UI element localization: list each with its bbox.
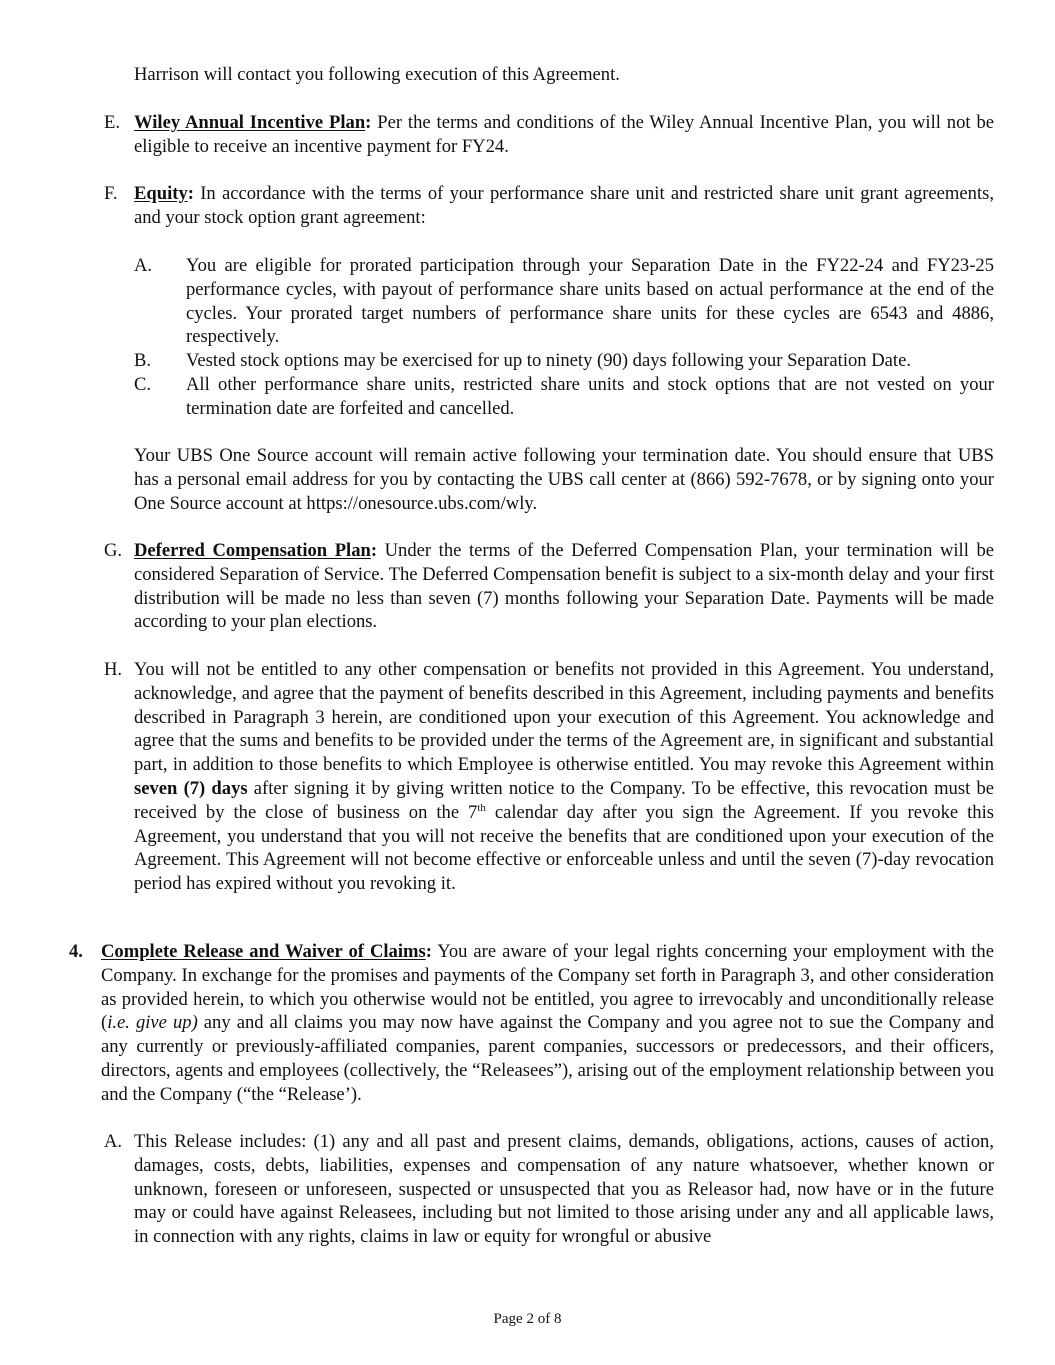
section-4-body: Complete Release and Waiver of Claims: You are aware of your legal rights concerning your employment with the Company. In exchange for the promises and payments of the Company set forth in Paragraph 3, and other consideration as provided herein, to which you otherwise would not be entitled, you agree to irrevocably and unconditionally release (i.e. give up) any and all claims you may now have against the Company and you agree not to sue the Company and any currently or previously-affiliated companies, parent companies, successors or predecessors, and their officers, directors, agents and employees (collectively, the “Releasees”), arising out of the employment relationship between you and the Company (“the “Release’).: [101, 941, 994, 1105]
section-g-title: Deferred Compensation Plan: [134, 540, 371, 561]
section-f-subitem-c: [134, 373, 994, 421]
section-f-marker: F.: [104, 183, 118, 204]
section-f-subitem-a-text: You are eligible for prorated participation through your Separation Date in the FY22-24 and FY23-25 performance cycles, with payout of performance share units based on actual performance at the end of the cycles. Your prorated target numbers of performance share units for these cycles are 6543 and 4886, respectively.: [186, 255, 994, 348]
section-4: [69, 940, 994, 1107]
section-4-marker: 4.: [69, 941, 83, 962]
section-e-text: Per the terms and conditions of the Wiley Annual Incentive Plan, you will not be eligible to receive an incentive payment for FY24.: [134, 112, 995, 157]
section-4-italic: i.e. give up): [107, 1012, 198, 1034]
section-4-title: Complete Release and Waiver of Claims: [101, 941, 426, 962]
ubs-paragraph: Your UBS One Source account will remain active following your termination date. You should ensure that UBS has a personal email address for you by contacting the UBS call center at (866) 592-7678, or by signing onto your One Source account at https://onesource.ubs.com/wly.: [134, 445, 994, 514]
section-e-title: Wiley Annual Incentive Plan: [134, 112, 366, 133]
section-g-text: Under the terms of the Deferred Compensation Plan, your termination will be considered Separation of Service. The Deferred Compensation benefit is subject to a six-month delay and your first distribution will be made no less than seven (7) months following your Separation Date. Payments will be made according to your plan elections.: [134, 540, 994, 633]
section-g-marker: G.: [104, 540, 123, 561]
section-f-subitem-c-text: All other performance share units, restricted share units and stock options that are not vested on your termination date are forfeited and cancelled.: [186, 374, 994, 419]
section-f-subitem-a: [134, 254, 994, 349]
section-4-a-text: This Release includes: (1) any and all past and present claims, demands, obligations, actions, causes of action, damages, costs, debts, liabilities, expenses and compensation of any nature whatsoever, whether known or unknown, foreseen or unforeseen, suspected or unsuspected that you as Releasor had, now have or in the future may or could have against Releasees, including but not limited to those arising under any and all applicable laws, in connection with any rights, claims in law or equity for wrongful or abusive: [134, 1131, 994, 1248]
section-f-subitem-b: [134, 349, 994, 373]
revocation-period-bold: seven (7) days: [134, 777, 248, 799]
section-g: [104, 539, 994, 634]
section-e-body: Wiley Annual Incentive Plan: Per the terms and conditions of the Wiley Annual Incentive Plan, you will not be eligible to receive an incentive payment for FY24.: [134, 112, 995, 157]
section-h-marker: H.: [104, 659, 123, 680]
section-f-body: Equity: In accordance with the terms of your performance share unit and restricted share unit grant agreements, and your stock option grant agreement:: [134, 183, 994, 228]
section-e-marker: E.: [104, 112, 121, 133]
section-f-text: In accordance with the terms of your performance share unit and restricted share unit grant agreements, and your stock option grant agreement:: [134, 183, 994, 228]
section-h-body: You will not be entitled to any other compensation or benefits not provided in this Agreement. You understand, acknowledge, and agree that the payment of benefits described in this Agreement, including payments and benefits described in Paragraph 3 herein, are conditioned upon your execution of this Agreement. You acknowledge and agree that the sums and benefits to be provided under the terms of the Agreement are, in significant and substantial part, in addition to those benefits to which Employee is otherwise entitled. You may revoke this Agreement within seven (7) days after signing it by giving written notice to the Company. To be effective, this revocation must be received by the close of business on the 7th calendar day after you sign the Agreement. If you revoke this Agreement, you understand that you will not receive the benefits that are conditioned upon your execution of the Agreement. This Agreement will not become effective or enforceable unless and until the seven (7)-day revocation period has expired without you revoking it.: [134, 659, 994, 895]
page-number: Page 2 of 8: [493, 1311, 562, 1327]
section-f-title: Equity: [134, 183, 188, 204]
section-4-a-marker: A.: [104, 1131, 123, 1152]
section-4-a: [104, 1130, 994, 1249]
section-f-subitem-c-marker: C.: [134, 374, 152, 395]
section-h: [104, 658, 994, 896]
section-f-subitem-b-marker: B.: [134, 350, 152, 371]
section-f-subitem-a-marker: A.: [134, 255, 153, 276]
section-e: [104, 111, 994, 159]
intro-line: Harrison will contact you following execution of this Agreement.: [134, 64, 620, 85]
section-f-subitem-b-text: Vested stock options may be exercised for up to ninety (90) days following your Separation Date.: [186, 350, 911, 371]
section-g-body: Deferred Compensation Plan: Under the terms of the Deferred Compensation Plan, your termination will be considered Separation of Service. The Deferred Compensation benefit is subject to a six-month delay and your first distribution will be made no less than seven (7) months following your Separation Date. Payments will be made according to your plan elections.: [134, 540, 994, 633]
section-f: [104, 182, 994, 230]
